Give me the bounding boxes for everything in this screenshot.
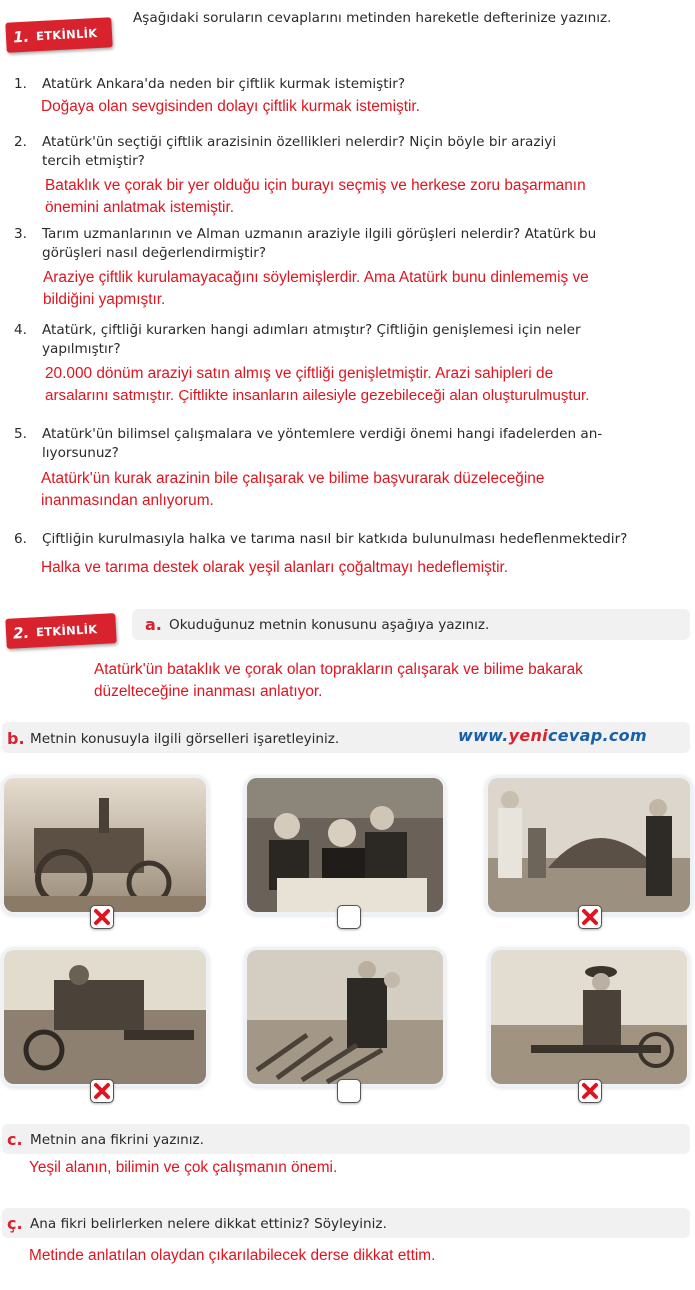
question-number: 6.	[14, 531, 27, 547]
question-text: Atatürk Ankara'da neden bir çiftlik kurmak istemiştir?	[42, 76, 406, 92]
activity2-badge	[5, 613, 116, 649]
question-text: görüşleri nasıl değerlendirmiştir?	[42, 245, 267, 261]
photo-men-in-field-cross-mark[interactable]	[578, 905, 602, 929]
part-c-answer: Yeşil alanın, bilimin ve çok çalışmanın önemi.	[29, 1159, 338, 1176]
activity1-badge-label: ETKİNLİK	[35, 25, 98, 44]
question-number: 4.	[14, 322, 27, 338]
question-number: 3.	[14, 226, 27, 242]
question-text: lıyorsunuz?	[42, 445, 119, 461]
part-a-answer: Atatürk'ün bataklık ve çorak olan toprakların çalışarak ve bilime bakarak	[94, 661, 583, 678]
question-text: Atatürk, çiftliği kurarken hangi adımları atmıştır? Çiftliğin genişlemesi için neler	[42, 322, 581, 338]
answer-text: Bataklık ve çorak bir yer olduğu için burayı seçmiş ve herkese zoru başarmanın	[45, 177, 586, 194]
activity2-badge-label: ETKİNLİK	[35, 622, 98, 640]
answer-text: bildiğini yapmıştır.	[43, 291, 166, 308]
part-a-answer: düzelteceğine inanması anlatıyor.	[94, 683, 323, 700]
photo-plowing	[4, 950, 206, 1084]
question-text: yapılmıştır?	[42, 341, 121, 357]
watermark-url	[458, 726, 647, 745]
watermark-highlight: yeni	[508, 726, 548, 745]
part-a-letter: a.	[145, 615, 162, 634]
watermark-prefix: www.	[458, 726, 509, 745]
answer-text: inanmasından anlıyorum.	[41, 492, 214, 509]
activity1-badge-number: 1.	[12, 27, 30, 47]
part-b-prompt: Metnin konusuyla ilgili görselleri işaretleyiniz.	[30, 731, 340, 747]
photo-men-at-desk-empty-mark[interactable]	[337, 905, 361, 929]
part-c-prompt: Metnin ana fikrini yazınız.	[30, 1132, 204, 1148]
question-number: 1.	[14, 76, 27, 92]
part-a-prompt: Okuduğunuz metnin konusunu aşağıya yazınız.	[169, 617, 490, 633]
photo-plowing-cross-mark[interactable]	[90, 1079, 114, 1103]
photo-men-at-desk	[247, 778, 443, 912]
photo-men-at-plow-empty-mark[interactable]	[337, 1079, 361, 1103]
part-b-letter: b.	[7, 729, 25, 748]
answer-text: Atatürk'ün kurak arazinin bile çalışarak ve bilime başvurarak düzeleceğine	[41, 470, 545, 487]
question-text: Atatürk'ün seçtiği çiftlik arazisinin özellikleri nelerdir? Niçin böyle bir araziyi	[42, 134, 557, 150]
part-d-answer: Metinde anlatılan olaydan çıkarılabilecek derse dikkat ettim.	[29, 1247, 436, 1264]
part-d-letter: ç.	[7, 1214, 23, 1233]
activity1-instruction: Aşağıdaki soruların cevaplarını metinden hareketle defterinize yazınız.	[133, 10, 612, 26]
question-number: 2.	[14, 134, 27, 150]
question-text: Çiftliğin kurulmasıyla halka ve tarıma nasıl bir katkıda bulunulması hedeflenmektedir?	[42, 531, 628, 547]
activity2-badge-number: 2.	[12, 623, 30, 643]
photo-man-on-plow-cross-mark[interactable]	[578, 1079, 602, 1103]
question-text: Atatürk'ün bilimsel çalışmalara ve yöntemlere verdiği önemi hangi ifadelerden an-	[42, 426, 603, 442]
question-text: Tarım uzmanlarının ve Alman uzmanın araziyle ilgili görüşleri nelerdir? Atatürk bu	[42, 226, 597, 242]
answer-text: Halka ve tarıma destek olarak yeşil alanları çoğaltmayı hedeflemiştir.	[41, 559, 509, 576]
answer-text: Doğaya olan sevgisinden dolayı çiftlik kurmak istemiştir.	[41, 98, 420, 115]
part-c-letter: c.	[7, 1130, 23, 1149]
photo-tractor-cross-mark[interactable]	[90, 905, 114, 929]
answer-text: 20.000 dönüm araziyi satın almış ve çiftliği genişletmiştir. Arazi sahipleri de	[45, 365, 554, 382]
question-number: 5.	[14, 426, 27, 442]
answer-text: Araziye çiftlik kurulamayacağını söylemişlerdir. Ama Atatürk bunu dinlememiş ve	[43, 269, 589, 286]
part-d-prompt: Ana fikri belirlerken nelere dikkat ettiniz? Söyleyiniz.	[30, 1216, 387, 1232]
activity1-badge	[5, 17, 112, 53]
photo-tractor	[4, 778, 206, 912]
photo-men-at-plow	[247, 950, 443, 1084]
answer-text: arsalarını satmıştır. Çiftlikte insanların ailesiyle gezebileceği alan oluşturulmuştur.	[45, 387, 590, 404]
photo-men-in-field	[488, 778, 690, 912]
answer-text: önemini anlatmak istemiştir.	[45, 199, 235, 216]
question-text: tercih etmiştir?	[42, 153, 145, 169]
watermark-suffix: cevap.com	[547, 726, 647, 745]
photo-man-on-plow	[491, 950, 687, 1084]
